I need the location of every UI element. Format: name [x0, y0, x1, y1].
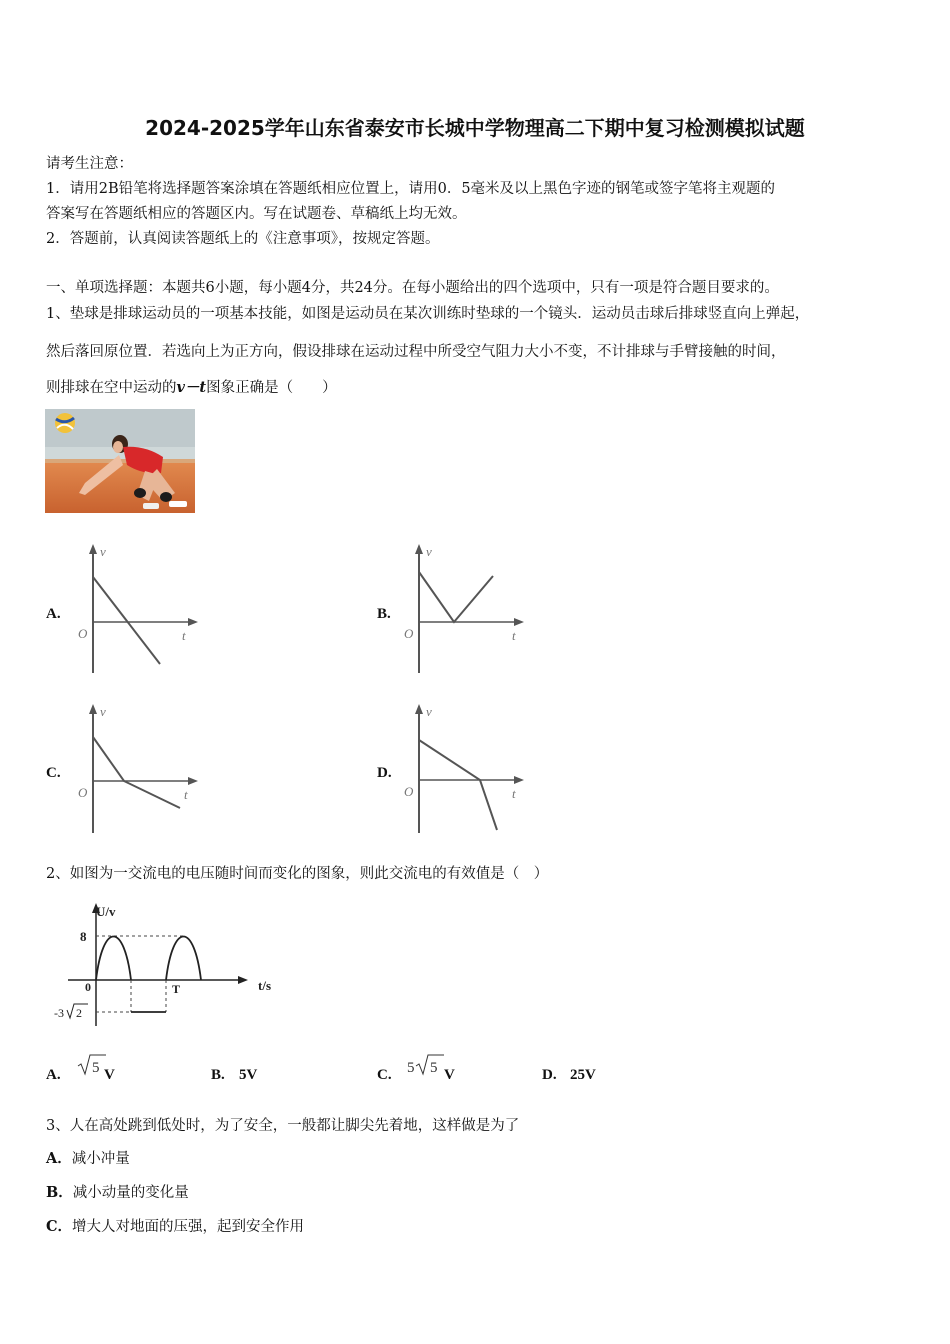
page-title: 2024-2025学年山东省泰安市长城中学物理高二下期中复习检测模拟试题: [145, 116, 805, 140]
q3-option-b-label: B．: [46, 1184, 73, 1201]
volleyball-player-photo: [45, 409, 195, 513]
axis-origin-label: O: [404, 784, 414, 799]
notice-line-2: 答案写在答题纸相应的答题区内。写在试题卷、草稿纸上均无效。: [46, 206, 467, 222]
q2-stem: 2、如图为一交流电的电压随时间而变化的图象，则此交流电的有效值是（ ）: [46, 866, 549, 882]
axis-v-label: v: [426, 704, 432, 719]
axis-v-label: v: [100, 704, 106, 719]
q3-option-a-text: 减小冲量: [71, 1151, 130, 1167]
q1-stem-line-3-post: 图象正确是（ ）: [206, 380, 337, 396]
q1-stem-line-2: 然后落回原位置．若选向上为正方向，假设排球在运动过程中所受空气阻力大小不变，不计排球与手臂接触的时间，: [46, 344, 786, 360]
q2-option-c-coef: 5: [407, 1060, 415, 1076]
section-heading: 一、单项选择题：本题共6小题，每小题4分，共24分。在每小题给出的四个选项中，只有一项是符合题目要求的。: [46, 280, 779, 296]
q2-origin: 0: [85, 980, 91, 994]
axis-t-label: t: [182, 628, 186, 643]
q1-stem-line-1: 1、垫球是排球运动员的一项基本技能，如图是运动员在某次训练时垫球的一个镜头．运动员击球后排球竖直向上弹起，: [46, 306, 810, 322]
q2-voltage-graph: [48, 898, 288, 1028]
q2-xtick-T: T: [172, 982, 181, 996]
q3-option-c-text: 增大人对地面的压强，起到安全作用: [72, 1219, 305, 1235]
q1-option-b-label[interactable]: B.: [377, 606, 391, 622]
q2-option-b-value: 5V: [239, 1067, 258, 1083]
axis-v-label: v: [100, 544, 106, 559]
q1-stem-line-3-pre: 则排球在空中运动的: [46, 380, 177, 396]
axis-t-label: t: [512, 628, 516, 643]
q2-xlabel: t/s: [258, 978, 271, 993]
notice-line-1: 1．请用2B铅笔将选择题答案涂填在答题纸相应位置上，请用0．5毫米及以上黑色字迹的钢笔或签字笔将主观题的: [46, 181, 776, 197]
q3-option-b-text: 减小动量的变化量: [72, 1185, 189, 1201]
q3-option-b[interactable]: [46, 1181, 189, 1202]
axis-t-label: t: [512, 786, 516, 801]
q2-option-c-unit: V: [444, 1067, 455, 1083]
q2-option-d-label[interactable]: D.: [542, 1067, 557, 1083]
q2-ytick-8: 8: [80, 929, 87, 944]
axis-origin-label: O: [404, 626, 414, 641]
q2-option-c-radicand: 5: [430, 1060, 438, 1076]
q3-option-c-label: C．: [46, 1218, 73, 1235]
q1-option-d-graph: [400, 700, 530, 835]
axis-origin-label: O: [78, 626, 88, 641]
q1-option-d-label[interactable]: D.: [377, 765, 392, 781]
q2-ytick-neg-rad: 2: [76, 1006, 82, 1020]
notice-heading: 请考生注意：: [46, 156, 133, 172]
axis-origin-label: O: [78, 785, 88, 800]
axis-t-label: t: [184, 787, 188, 802]
q3-option-a-label: A．: [46, 1150, 72, 1167]
q2-option-c-sqrt: [405, 1052, 445, 1078]
q3-option-a[interactable]: [46, 1147, 130, 1168]
q2-option-a-label[interactable]: A.: [46, 1067, 61, 1083]
q2-option-d-value: 25V: [570, 1067, 596, 1083]
q1-option-a-label[interactable]: A.: [46, 606, 61, 622]
q1-stem-line-3: [46, 376, 337, 397]
q2-option-c-label[interactable]: C.: [377, 1067, 392, 1083]
q2-option-b-label[interactable]: B.: [211, 1067, 225, 1083]
q1-option-c-graph: [74, 700, 204, 835]
q2-ylabel: U/v: [96, 904, 116, 919]
q2-option-a-unit: V: [104, 1067, 115, 1083]
q2-ytick-neg-coef: -3: [54, 1006, 64, 1020]
q1-option-a-graph: [74, 540, 204, 675]
axis-v-label: v: [426, 544, 432, 559]
q2-option-a-radicand: 5: [92, 1060, 100, 1076]
notice-line-3: 2．答题前，认真阅读答题纸上的《注意事项》，按规定答题。: [46, 231, 440, 247]
q1-vt-variable: v－t: [176, 379, 207, 396]
q3-option-c[interactable]: [46, 1215, 304, 1236]
q1-option-c-label[interactable]: C.: [46, 765, 61, 781]
q3-stem: 3、人在高处跳到低处时，为了安全，一般都让脚尖先着地，这样做是为了: [46, 1118, 520, 1134]
q1-option-b-graph: [400, 540, 530, 675]
